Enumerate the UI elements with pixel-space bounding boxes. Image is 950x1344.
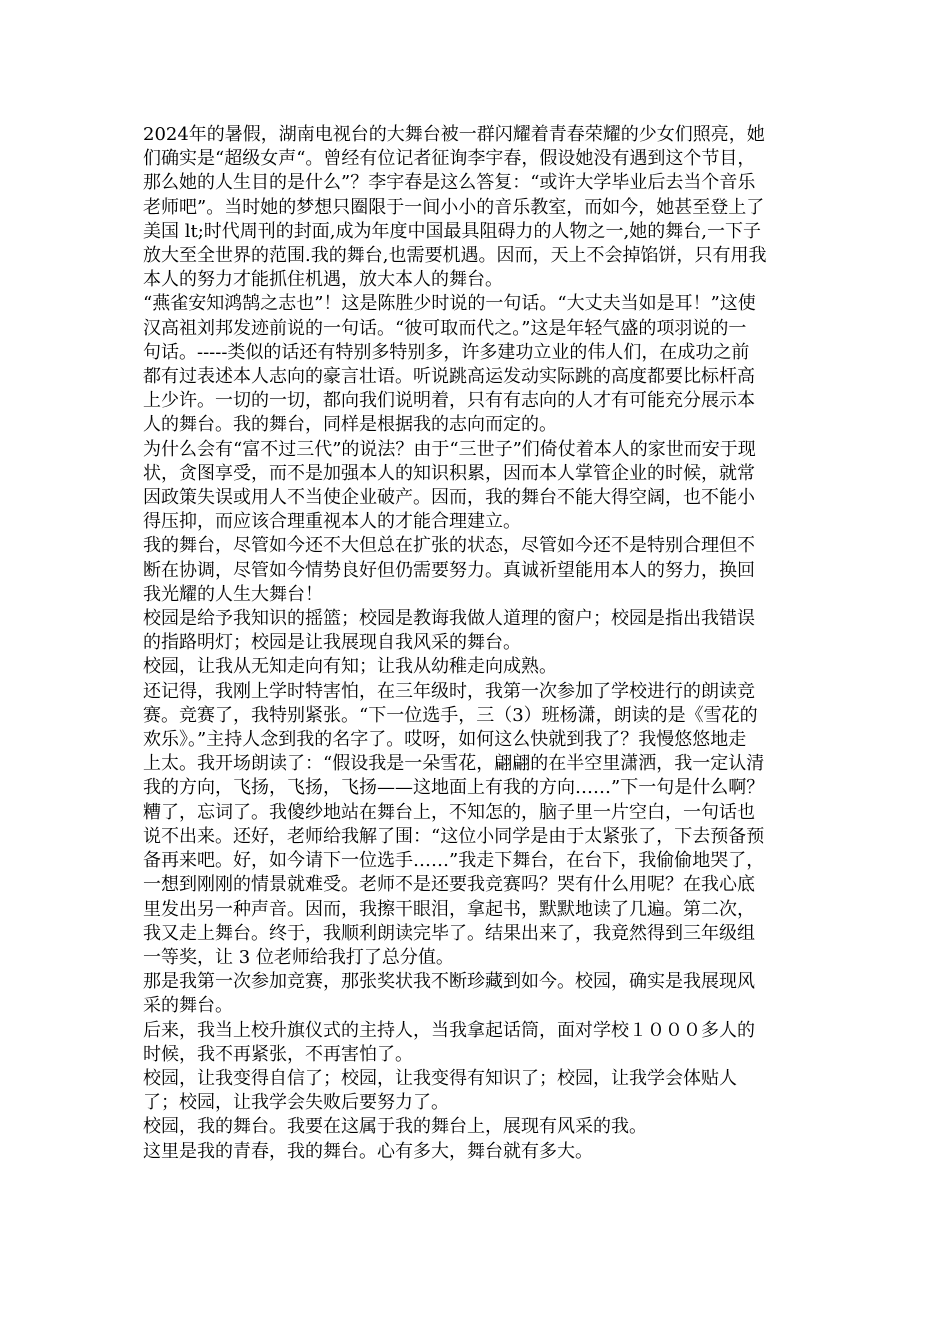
paragraph-9: 后来，我当上校升旗仪式的主持人，当我拿起话筒，面对学校１０００多人的 时候，我不再紧张，不再害怕了。 (143, 1019, 755, 1065)
paragraph-5: 校园是给予我知识的摇篮；校园是教诲我做人道理的窗户；校园是指出我错误 的指路明灯；校园是让我展现自我风采的舞台。 (143, 608, 755, 654)
paragraph-4: 我的舞台，尽管如今还不大但总在扩张的状态，尽管如今还不是特别合理但不 断在协调，尽管如今情势良好但仍需要努力。真诚祈望能用本人的努力，换回 我光耀的人生大舞台！ (143, 535, 755, 605)
paragraph-8: 那是我第一次参加竞赛，那张奖状我不断珍藏到如今。校园，确实是我展现风 采的舞台。 (143, 971, 755, 1017)
document-body (143, 123, 809, 1164)
paragraph-2: “燕雀安知鸿鹄之志也”！这是陈胜少时说的一句话。“大丈夫当如是耳！”这使 汉高祖刘邦发迹前说的一句话。“彼可取而代之。”这是年轻气盛的项羽说的一 句话。-----类似的话还有特别多特别多，许多建功立业的伟人们，在成功之前 都有过表述本人志向的豪言壮语。听说跳高运发动实际跳的高度都要比标杆高 上少许。一切的一切，都向我们说明着，只有有志向的人才有可能充分展示本 人的舞台。我的舞台，同样是根据我的志向而定的。 (143, 293, 756, 436)
paragraph-6: 校园，让我从无知走向有知；让我从幼稚走向成熟。 (143, 656, 557, 678)
paragraph-7: 还记得，我刚上学时特害怕，在三年级时，我第一次参加了学校进行的朗读竞 赛。竞赛了，我特别紧张。“下一位选手，三（3）班杨潇，朗读的是《雪花的 欢乐》。”主持人念到我的名字了。哎呀，如何这么快就到我了？我慢悠悠地走 上太。我开场朗读了：“假设我是一朵雪花，翩翩的在半空里潇洒，我一定认清 我的方向，飞扬，飞扬，飞扬——这地面上有我的方向……”下一句是什么啊？ 糟了，忘词了。我傻纱地站在舞台上，不知怎的，脑子里一片空白，一句话也 说不出来。还好，老师给我解了围：“这位小同学是由于太紧张了，下去预备预 备再来吧。好，如今请下一位选手……”我走下舞台，在台下，我偷偷地哭了， 一想到刚刚的情景就难受。老师不是还要我竞赛吗？哭有什么用呢？在我心底 里发出另一种声音。因而，我擦干眼泪，拿起书，默默地读了几遍。第二次， 我又走上舞台。终于，我顺利朗读完毕了。结果出来了，我竟然得到三年级组 一等奖，让 3 位老师给我打了总分值。 (143, 680, 765, 968)
paragraph-10: 校园，让我变得自信了；校园，让我变得有知识了；校园，让我学会体贴人 了；校园，让我学会失败后要努力了。 (143, 1067, 737, 1114)
paragraph-12: 这里是我的青春，我的舞台。心有多大，舞台就有多大。 (143, 1140, 593, 1162)
paragraph-3: 为什么会有“富不过三代”的说法？由于“三世子”们倚仗着本人的家世而安于现 状，贪图享受，而不是加强本人的知识积累，因而本人掌管企业的时候，就常 因政策失误或用人不当使企业破产。因而，我的舞台不能大得空阔，也不能小 得压抑，而应该合理重视本人的才能合理建立。 (143, 438, 756, 533)
paragraph-11: 校园，我的舞台。我要在这属于我的舞台上，展现有风采的我。 (143, 1116, 647, 1138)
paragraph-1: 2024年的暑假，湖南电视台的大舞台被一群闪耀着青春荣耀的少女们照亮，她 们确实是“超级女声“。曾经有位记者征询李宇春，假设她没有遇到这个节目， 那么她的人生目的是什么”？李宇春是这么答复：“或许大学毕业后去当个音乐 老师吧”。当时她的梦想只圈限于一间小小的音乐教室，而如今，她甚至登上了 美国 lt;时代周刊的封面,成为年度中国最具阻碍力的人物之一,她的舞台,一下子 放大至全世界的范围.我的舞台,也需要机遇。因而，天上不会掉馅饼，只有用我 本人的努力才能抓住机遇，放大本人的舞台。 (143, 124, 767, 291)
